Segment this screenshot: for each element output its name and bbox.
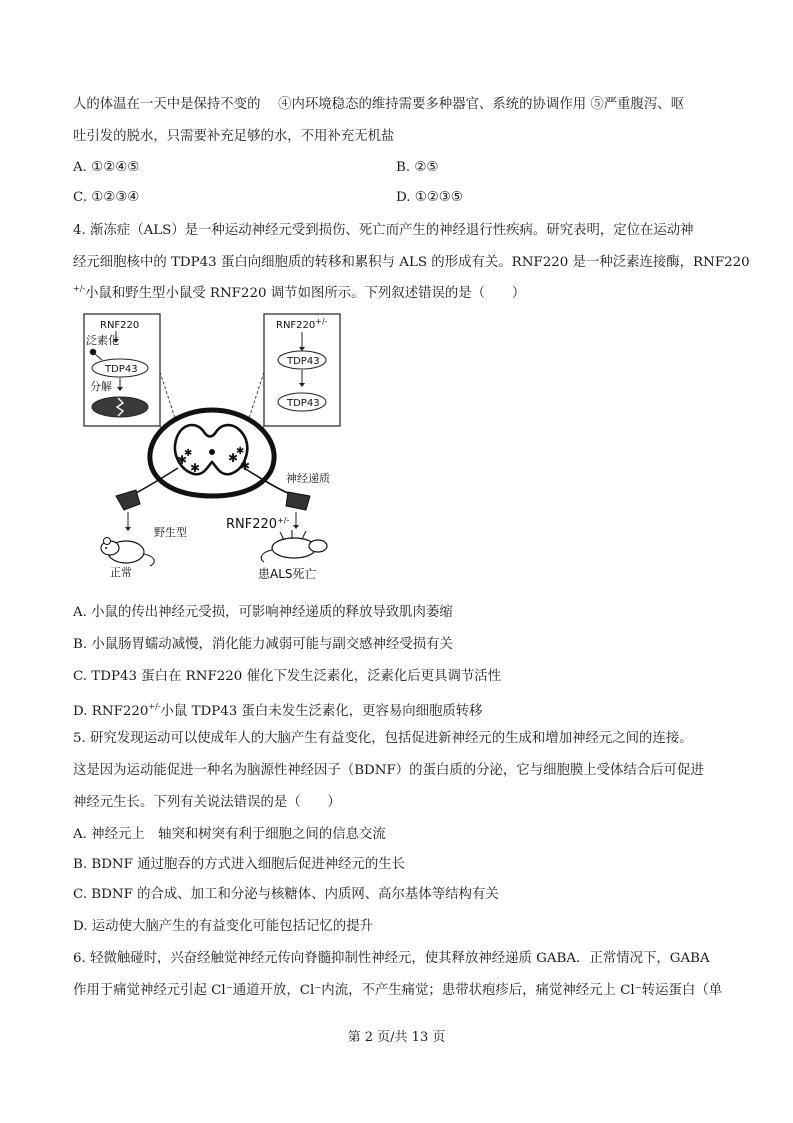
rnf220-left-label: RNF220 (100, 320, 140, 331)
q5-stem-line-3: 神经元生长。下列有关说法错误的是（ ） (73, 795, 341, 810)
q4-stem-line-2: 经元细胞核中的 TDP43 蛋白向细胞质的转移和累积与 ALS 的形成有关。RNF220 是一种泛素连接酶，RNF220 (73, 255, 750, 270)
q4-option-d-prefix: D. RNF220 (73, 704, 149, 719)
q4-stem-line-3-text: 小鼠和野生型小鼠受 RNF220 调节如图所示。下列叙述错误的是（ ） (85, 286, 526, 301)
q3-option-d: D. ①②③⑤ (396, 190, 463, 205)
arrowhead-icon (293, 525, 299, 529)
text-line-1: 人的体温在一天中是保持不变的 ④内环境稳态的维持需要多种器官、系统的协调作用 ⑤严重腹泻、呕 (73, 97, 685, 112)
q5-option-c: C. BDNF 的合成、加工和分泌与核糖体、内质网、高尔基体等结构有关 (73, 887, 499, 902)
q3-option-c: C. ①②③④ (73, 190, 140, 205)
q5-stem-line-2: 这是因为运动能促进一种名为脑源性神经因子（BDNF）的蛋白质的分泌，它与细胞膜上受体结合后可促进 (73, 763, 704, 778)
neurotransmitter-label: 神经递质 (286, 472, 330, 485)
neuron-star-icon: ✱ (240, 459, 251, 473)
neuron-star-icon: ✱ (228, 451, 239, 465)
central-canal (209, 449, 215, 455)
als-death-label: 患ALS死亡 (258, 567, 317, 581)
q4-option-d-sup: +/- (148, 702, 161, 711)
page-footer: 第 2 页/共 13 页 (347, 1030, 446, 1045)
wild-type-mouse-icon (101, 538, 154, 567)
muscle-right-icon (286, 492, 310, 510)
q5-option-a: A. 神经元上 轴突和树突有利于细胞之间的信息交流 (73, 827, 386, 842)
rnf220-right-sup: +/- (315, 317, 328, 326)
tdp43-right-bottom-label: TDP43 (287, 398, 320, 409)
tdp43-right-top-label: TDP43 (287, 356, 320, 367)
rnf220-diagram (80, 312, 380, 590)
rnf220-mouse-sup: +/- (277, 516, 290, 525)
neuron-star-icon: ✱ (177, 453, 188, 467)
rnf220-mouse-label (226, 516, 289, 532)
q5-option-d: D. 运动使大脑产生的有益变化可能包括记忆的提升 (73, 919, 373, 934)
q4-stem-line-1: 4. 渐冻症（ALS）是一种运动神经元受到损伤、死亡而产生的神经退行性疾病。研究表明，定位在运动神 (73, 223, 694, 238)
muscle-left-icon (116, 490, 140, 510)
q5-option-b: B. BDNF 通过胞吞的方式进入细胞后促进神经元的生长 (73, 857, 406, 872)
q4-option-d-text: 小鼠 TDP43 蛋白未发生泛素化，更容易向细胞质转移 (160, 704, 483, 719)
q4-option-a: A. 小鼠的传出神经元受损，可影响神经递质的释放导致肌肉萎缩 (73, 605, 453, 620)
rnf220-right-text: RNF220 (276, 320, 316, 331)
ubiquitination-label: 泛素化 (86, 334, 119, 347)
q4-option-b: B. 小鼠肠胃蠕动减慢，消化能力减弱可能与副交感神经受损有关 (73, 637, 453, 652)
arrowhead-icon (117, 387, 123, 391)
q3-option-b: B. ②⑤ (396, 160, 439, 175)
q5-stem-line-1: 5. 研究发现运动可以使成年人的大脑产生有益变化，包括促进新神经元的生成和增加神经元之间的连接。 (73, 731, 693, 746)
rnf220-right-label (276, 317, 328, 331)
rnf220-mouse-text: RNF220 (226, 517, 278, 532)
neuron-star-icon: ✱ (184, 448, 193, 459)
arrowhead-icon (125, 527, 131, 531)
wild-type-label: 野生型 (154, 526, 187, 539)
neuron-star-icon: ✱ (236, 446, 245, 457)
q6-stem-line-1: 6. 轻微触碰时，兴奋经触觉神经元传向脊髓抑制性神经元，使其释放神经递质 GABA．正常情况下，GABA (73, 951, 710, 966)
normal-label: 正常 (110, 566, 132, 579)
neuron-star-icon: ✱ (190, 461, 201, 475)
q4-stem-line-3 (73, 280, 525, 303)
arrowhead-icon (299, 347, 305, 351)
arrowhead-icon (299, 383, 305, 387)
q4-option-d (73, 698, 483, 721)
text-line-2: 吐引发的脱水，只需要补充足够的水，不用补充无机盐 (73, 129, 395, 144)
q4-option-c: C. TDP43 蛋白在 RNF220 催化下发生泛素化，泛素化后更具调节活性 (73, 669, 502, 684)
degradation-label: 分解 (90, 380, 112, 393)
q4-genotype-sup: +/- (73, 284, 86, 293)
q6-stem-line-2: 作用于痛觉神经元引起 Cl⁻通道开放，Cl⁻内流，不产生痛觉；患带状疱疹后，痛觉神经元上 Cl⁻转运蛋白（单 (73, 983, 723, 998)
als-mouse-icon (261, 530, 327, 562)
q3-option-a: A. ①②④⑤ (73, 160, 140, 175)
tdp43-left-label: TDP43 (105, 364, 138, 375)
ubiquitin-link (95, 354, 102, 360)
